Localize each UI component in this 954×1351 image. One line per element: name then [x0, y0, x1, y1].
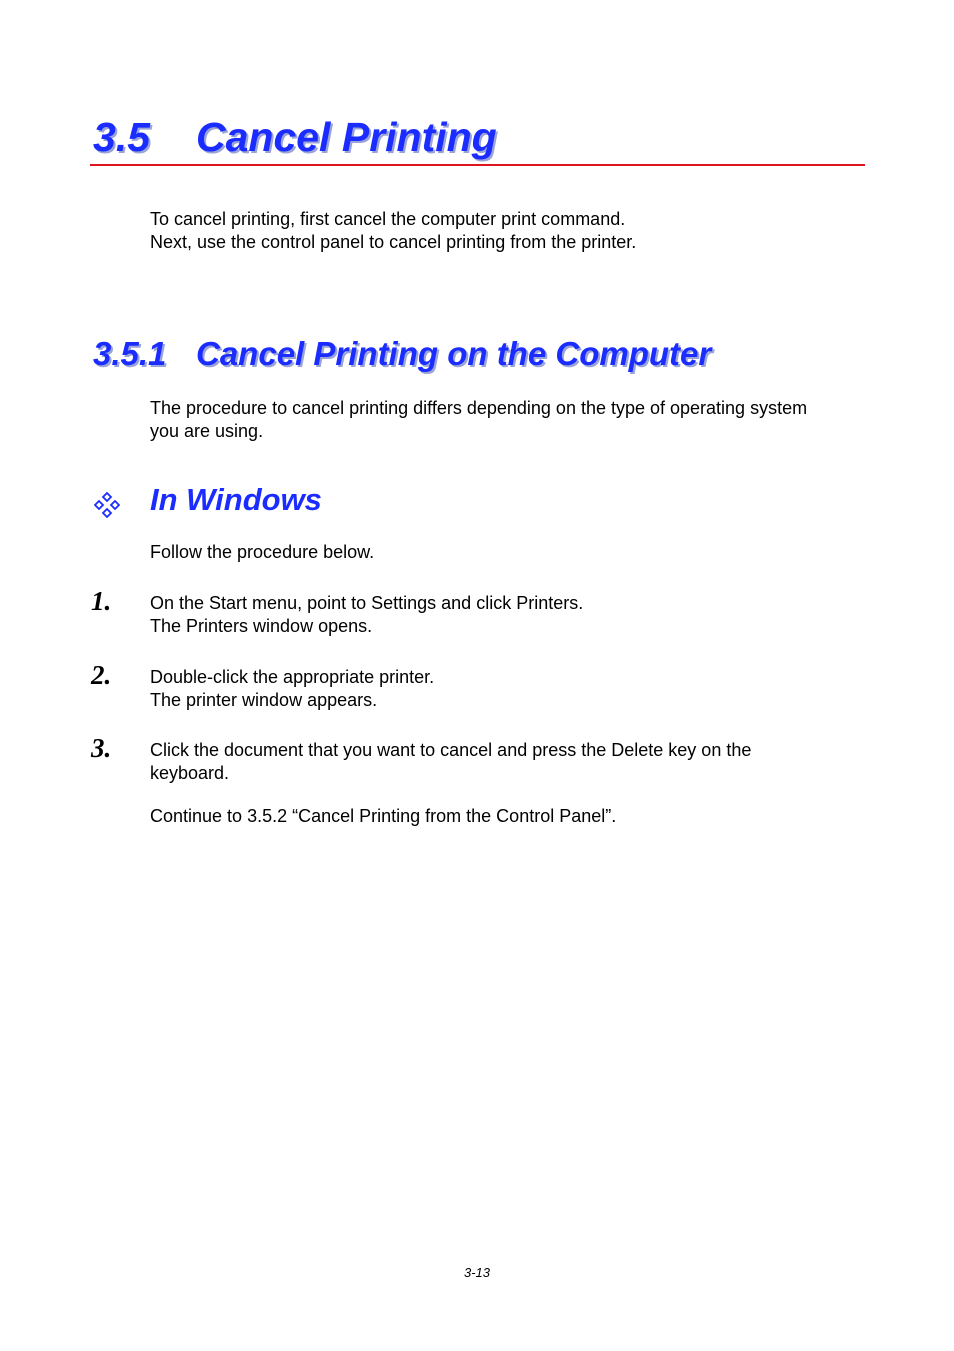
step-line-2: The printer window appears.: [150, 690, 378, 710]
subsection-title: Cancel Printing on the Computer: [196, 335, 712, 372]
four-diamond-icon: [94, 492, 120, 518]
step-number: 3.: [91, 733, 112, 763]
step-text: [150, 592, 865, 638]
continue-note: Continue to 3.5.2 “Cancel Printing from the Control Panel”.: [150, 806, 617, 826]
section-number: 3.5: [93, 114, 150, 160]
windows-heading: In Windows: [150, 482, 322, 517]
step-line-2: keyboard.: [150, 763, 230, 783]
section-heading: [93, 114, 497, 161]
windows-lead: Follow the procedure below.: [150, 542, 375, 562]
step-text: [150, 666, 865, 712]
subsection-heading: [93, 335, 711, 373]
step-line-1: Double-click the appropriate printer.: [150, 667, 435, 687]
subsection-number: 3.5.1: [93, 335, 167, 372]
step-number: 1.: [91, 586, 112, 616]
step-line-1: Click the document that you want to cancel and press the Delete key on the: [150, 740, 752, 760]
page-number: 3-13: [463, 1265, 491, 1280]
step-line-1: On the Start menu, point to Settings and click Printers.: [150, 593, 584, 613]
subsection-intro-line-1: The procedure to cancel printing differs depending on the type of operating system: [150, 398, 808, 418]
section-intro: [150, 208, 865, 254]
subsection-intro: [150, 397, 865, 443]
section-title: Cancel Printing: [196, 114, 497, 160]
subsection-intro-line-2: you are using.: [150, 421, 264, 441]
step-number: 2.: [91, 660, 112, 690]
section-intro-line-1: To cancel printing, first cancel the computer print command.: [150, 209, 626, 229]
section-intro-line-2: Next, use the control panel to cancel printing from the printer.: [150, 232, 637, 252]
heading-rule: [90, 164, 865, 166]
step-line-2: The Printers window opens.: [150, 616, 373, 636]
step-text: [150, 739, 865, 785]
